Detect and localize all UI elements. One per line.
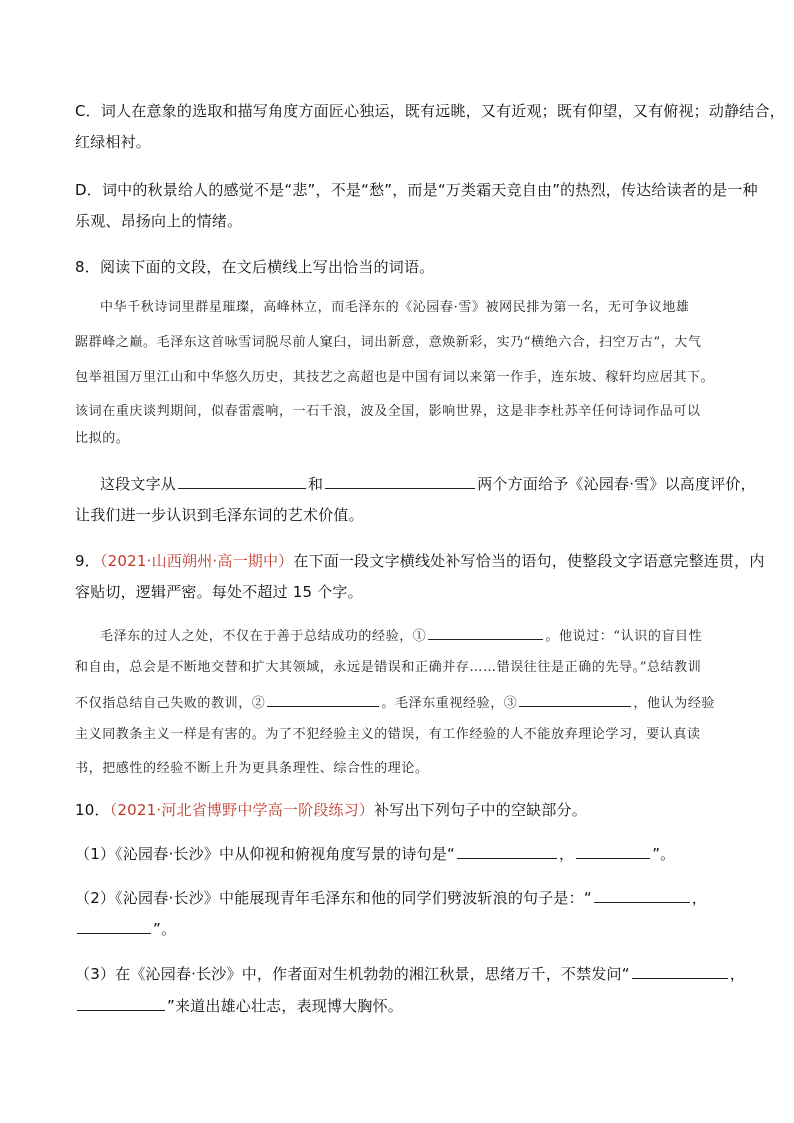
q8-passage-line: 包举祖国万里江山和中华悠久历史，其技艺之高超也是中国有词以来第一作手，连东坡、稼轩均应居其下。 [75,370,715,385]
option-c-line-2: 红绿相衬。 [75,133,152,151]
q10-blank-1[interactable] [457,844,557,859]
q10-text: ”来道出雄心壮志，表现博大胸怀。 [167,997,403,1015]
q8-answer-text: 这段文字从 [100,475,177,493]
q10-blank-2[interactable] [576,844,650,859]
q10-sentence-3 [75,964,745,984]
q9-blank-3[interactable] [519,692,631,707]
option-c-line-1: C．词人在意象的选取和描写角度方面匠心独运，既有远眺，又有近观；既有仰望，又有俯视；动静结合， [75,102,785,120]
q9-passage-text: ，他认为经验 [633,696,716,711]
q10-sentence-3-cont [75,996,403,1016]
q8-answer-line-2: 让我们进一步认识到毛泽东词的艺术价值。 [75,506,364,524]
q10-text: ”。 [153,920,177,938]
q10-blank-6[interactable] [77,996,165,1011]
question-9-stem-2: 容贴切，逻辑严密。每处不超过 15 个字。 [75,583,363,601]
q9-passage-text: 。他说过：“认识的盲目性 [545,629,703,644]
q10-blank-3[interactable] [594,888,690,903]
question-source: （2021·山西朔州·高一期中） [99,552,294,570]
question-stem-text: 在下面一段文字横线处补写恰当的语句，使整段文字语意完整连贯，内 [293,552,765,570]
q8-blank-2[interactable] [325,474,475,489]
q9-passage-text: 。毛泽东重视经验，③ [381,696,518,711]
q10-sentence-1 [75,844,675,864]
q10-blank-4[interactable] [77,919,151,934]
q9-blank-2[interactable] [267,692,379,707]
q9-passage-line [100,625,702,646]
q8-passage-line: 比拟的。 [75,431,130,446]
q8-answer-text: 和 [308,475,324,493]
q10-text: ， [729,965,745,983]
q9-passage-line: 主义同教条主义一样是有害的。为了不犯经验主义的错误，有工作经验的人不能放弃理论学习，要认真读 [75,727,701,742]
q9-passage-text: 毛泽东的过人之处，不仅在于善于总结成功的经验，① [100,629,427,644]
q9-blank-1[interactable] [428,625,543,640]
q9-passage-line: 和自由，总会是不断地交替和扩大其领域，永远是错误和正确并存……错误往往是正确的先导。”总结教训 [75,660,702,675]
q10-blank-5[interactable] [632,964,728,979]
question-number: 9． [75,552,100,570]
q10-text: ”。 [652,845,676,863]
q10-text: （3）在《沁园春·长沙》中，作者面对生机勃勃的湘江秋景，思绪万千，不禁发问“ [75,965,630,983]
q10-sentence-2 [75,888,707,908]
q8-passage-line: 踞群峰之巅。毛泽东这首咏雪词脱尽前人窠臼，词出新意，意焕新彩，实乃“横绝六合，扫空万古”，大气 [75,335,702,350]
q9-passage-line: 书，把感性的经验不断上升为更具条理性、综合性的理论。 [75,761,429,776]
q8-answer-text: 两个方面给予《沁园春·雪》以高度评价， [477,475,756,493]
question-source: （2021·河北省博野中学高一阶段练习） [109,801,375,819]
q8-passage-line: 该词在重庆谈判期间，似春雷震响，一石千浪，波及全国，影响世界，这是非李杜苏辛任何诗词作品可以 [75,404,701,419]
q10-text: （1）《沁园春·长沙》中从仰视和俯视角度写景的诗句是“ [75,845,455,863]
option-d-line-1: D．词中的秋景给人的感觉不是“悲”，不是“愁”，而是“万类霜天竞自由”的热烈，传达给读者的是一种 [75,181,758,199]
q9-passage-line [75,692,715,713]
option-d-line-2: 乐观、昂扬向上的情绪。 [75,212,243,230]
question-stem-text: 补写出下列句子中的空缺部分。 [374,801,587,819]
question-number: 10． [75,801,110,819]
question-8-stem: 8．阅读下面的文段，在文后横线上写出恰当的词语。 [75,258,435,276]
q8-passage-line: 中华千秋诗词里群星璀璨，高峰林立，而毛泽东的《沁园春·雪》被网民排为第一名，无可争议地雄 [100,300,690,315]
question-9-stem [75,551,765,571]
q10-text: ， [691,889,707,907]
q8-blank-1[interactable] [178,474,306,489]
q9-passage-text: 不仅指总结自己失败的教训，② [75,696,266,711]
q8-answer-line [100,474,756,494]
q10-text: ， [559,845,575,863]
q10-sentence-2-cont [75,919,176,939]
question-10-stem [75,800,587,820]
q10-text: （2）《沁园春·长沙》中能展现青年毛泽东和他的同学们劈波斩浪的句子是：“ [75,889,592,907]
